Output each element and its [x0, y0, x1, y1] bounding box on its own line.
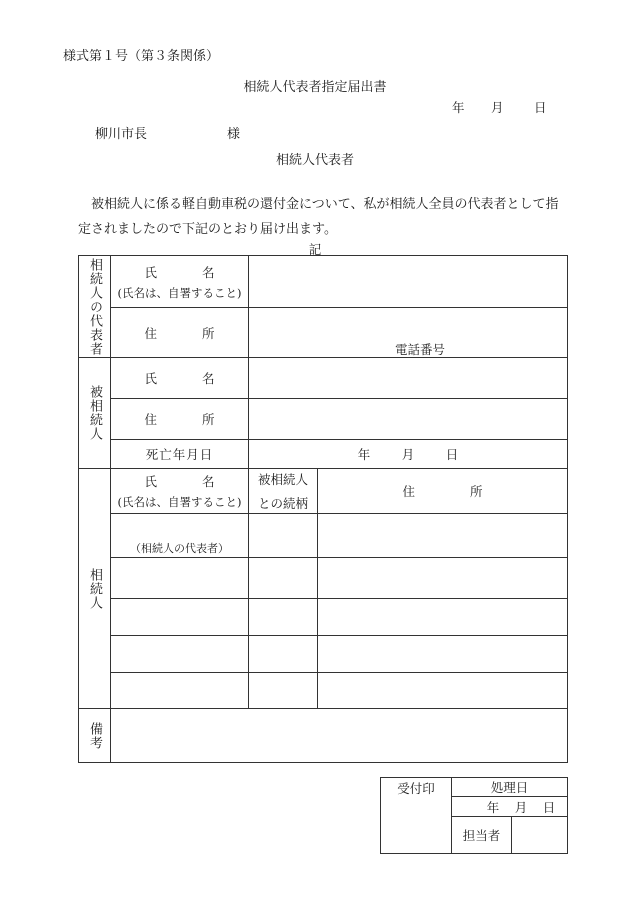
- rep-address-row: [79, 308, 568, 358]
- staff-field[interactable]: [512, 817, 568, 854]
- heir-address-field[interactable]: [318, 599, 568, 636]
- receipt-stamp-label: 受付印: [397, 781, 435, 796]
- name-char-2: 名: [201, 264, 215, 280]
- death-month-label: 月: [401, 447, 415, 462]
- heir-address-field[interactable]: [318, 558, 568, 599]
- rep-name-row: [79, 256, 568, 308]
- addr-char-2: 所: [201, 325, 215, 341]
- heir-name-field[interactable]: [111, 599, 249, 636]
- rep-name-field[interactable]: [249, 256, 568, 308]
- main-form-table: [78, 255, 568, 763]
- remarks-row: [79, 709, 568, 763]
- addr-char-1: 住: [402, 484, 416, 499]
- deceased-section-label: 被相続人: [87, 385, 102, 441]
- form-title: 相続人代表者指定届出書: [243, 80, 387, 95]
- processing-date-label-cell: [452, 778, 568, 797]
- office-header-row: [381, 778, 568, 797]
- rep-name-label-cell: [111, 256, 249, 308]
- form-number: 様式第１号（第３条関係）: [63, 49, 220, 64]
- heir-rep-note: （相続人の代表者）: [130, 542, 229, 555]
- death-date-label: 死亡年月日: [145, 447, 214, 462]
- proc-year-label: 年: [486, 799, 500, 815]
- heirs-name-header: [111, 469, 249, 514]
- ki-label: 記: [308, 242, 322, 257]
- death-day-label: 日: [445, 447, 459, 462]
- heirs-section-cell: [79, 469, 111, 709]
- death-date-row: [79, 440, 568, 469]
- date-month-label: 月: [491, 100, 504, 115]
- relation-line-2: との続柄: [257, 496, 308, 511]
- addressee-honorific: 様: [227, 127, 241, 142]
- deceased-address-label-cell: [111, 399, 249, 440]
- name-self-sign-note: (氏名は、自署すること): [117, 285, 242, 300]
- heir-relation-field[interactable]: [249, 636, 318, 673]
- relation-line-1: 被相続人: [257, 472, 308, 487]
- remarks-field[interactable]: [111, 709, 568, 763]
- heir-name-field[interactable]: [111, 558, 249, 599]
- addr-char-1: 住: [144, 325, 158, 341]
- office-use-box: [380, 777, 568, 854]
- deceased-section-cell: [79, 358, 111, 469]
- heirs-header-row: [79, 469, 568, 514]
- rep-section-cell: [79, 256, 111, 358]
- staff-label: 担当者: [462, 828, 501, 843]
- relation-header: [249, 469, 318, 514]
- deceased-name-row: [79, 358, 568, 399]
- name-char-2: 名: [201, 474, 215, 489]
- addr-char-2: 所: [469, 484, 483, 499]
- name-char-1: 氏: [144, 264, 158, 280]
- addr-char-1: 住: [144, 412, 158, 427]
- proc-day-label: 日: [542, 799, 556, 815]
- heirs-section-label: 相続人: [87, 567, 102, 610]
- heir-address-field[interactable]: [318, 636, 568, 673]
- addr-char-2: 所: [201, 412, 215, 427]
- name-self-sign-note: (氏名は、自署すること): [117, 495, 242, 509]
- heirs-address-header: [318, 469, 568, 514]
- heir-relation-field[interactable]: [249, 514, 318, 558]
- death-year-label: 年: [357, 447, 371, 462]
- deceased-address-row: [79, 399, 568, 440]
- body-text: 被相続人に係る軽自動車税の還付金について、私が相続人全員の代表者として指定されましたので下記のとおり届け出ます。: [78, 197, 559, 237]
- phone-number-label: 電話番号: [395, 342, 446, 357]
- proc-month-label: 月: [514, 799, 528, 815]
- death-date-field[interactable]: [249, 440, 568, 469]
- heir-row-2: [79, 558, 568, 599]
- heir-row-3: [79, 599, 568, 636]
- heir-name-field[interactable]: [111, 514, 249, 558]
- remarks-label-cell: [79, 709, 111, 763]
- heir-address-field[interactable]: [318, 514, 568, 558]
- representative-label: 相続人代表者: [275, 153, 354, 168]
- deceased-address-field[interactable]: [249, 399, 568, 440]
- rep-address-label-cell: [111, 308, 249, 358]
- remarks-label: 備考: [87, 721, 102, 750]
- heir-row-1: [79, 514, 568, 558]
- heir-relation-field[interactable]: [249, 558, 318, 599]
- name-char-1: 氏: [144, 474, 158, 489]
- rep-address-field[interactable]: [249, 308, 568, 358]
- heir-row-5: [79, 673, 568, 709]
- name-char-2: 名: [201, 371, 215, 386]
- addressee-mayor: 柳川市長: [95, 127, 148, 142]
- deceased-name-label-cell: [111, 358, 249, 399]
- deceased-name-field[interactable]: [249, 358, 568, 399]
- heir-relation-field[interactable]: [249, 673, 318, 709]
- processing-date-field[interactable]: [452, 797, 568, 817]
- date-day-label: 日: [534, 100, 547, 115]
- death-date-label-cell: [111, 440, 249, 469]
- heir-name-field[interactable]: [111, 636, 249, 673]
- heir-name-field[interactable]: [111, 673, 249, 709]
- processing-date-label: 処理日: [490, 780, 529, 795]
- receipt-stamp-cell[interactable]: [381, 778, 452, 854]
- name-char-1: 氏: [144, 371, 158, 386]
- heir-row-4: [79, 636, 568, 673]
- heir-relation-field[interactable]: [249, 599, 318, 636]
- rep-section-label: 相続人の代表者: [87, 257, 102, 356]
- heir-address-field[interactable]: [318, 673, 568, 709]
- date-year-label: 年: [452, 100, 465, 115]
- staff-label-cell: [452, 817, 512, 854]
